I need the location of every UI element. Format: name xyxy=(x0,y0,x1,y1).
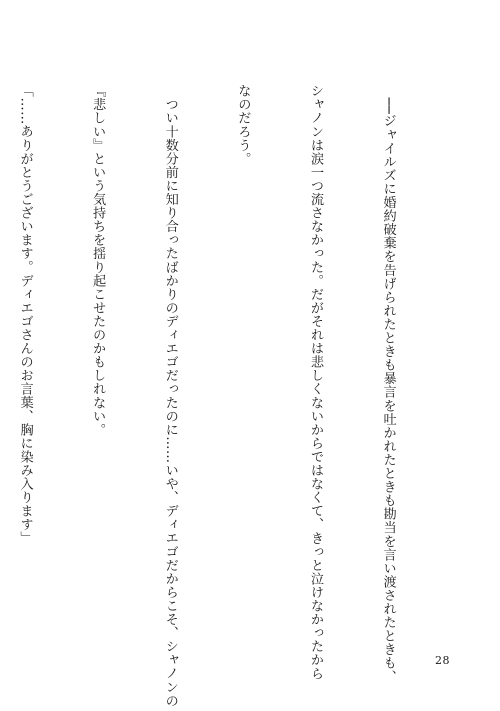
text-column-3: なのだろう。 xyxy=(235,84,251,166)
text-column-1: ──ジャイルズに婚約破棄を告げられたときも暴言を吐かれたときも勘当を言い渡されたときも、 xyxy=(380,84,396,684)
text-column-5: 『悲しい』という気持ちを揺り起こせたのかもしれない。 xyxy=(90,84,106,437)
text-column-4: つい十数分前に知り合ったばかりのディエゴだったのに……いや、ディエゴだからこそ、シャノンの xyxy=(162,84,178,708)
text-column-6: 「……ありがとうございます。ディエゴさんのお言葉、胸に染み入ります」 xyxy=(17,84,33,545)
page-number: 28 xyxy=(435,654,450,667)
text-column-2: シャノンは涙一つ流さなかった。だがそれは悲しくないからではなくて、きっと泣けなかったから xyxy=(307,84,323,681)
